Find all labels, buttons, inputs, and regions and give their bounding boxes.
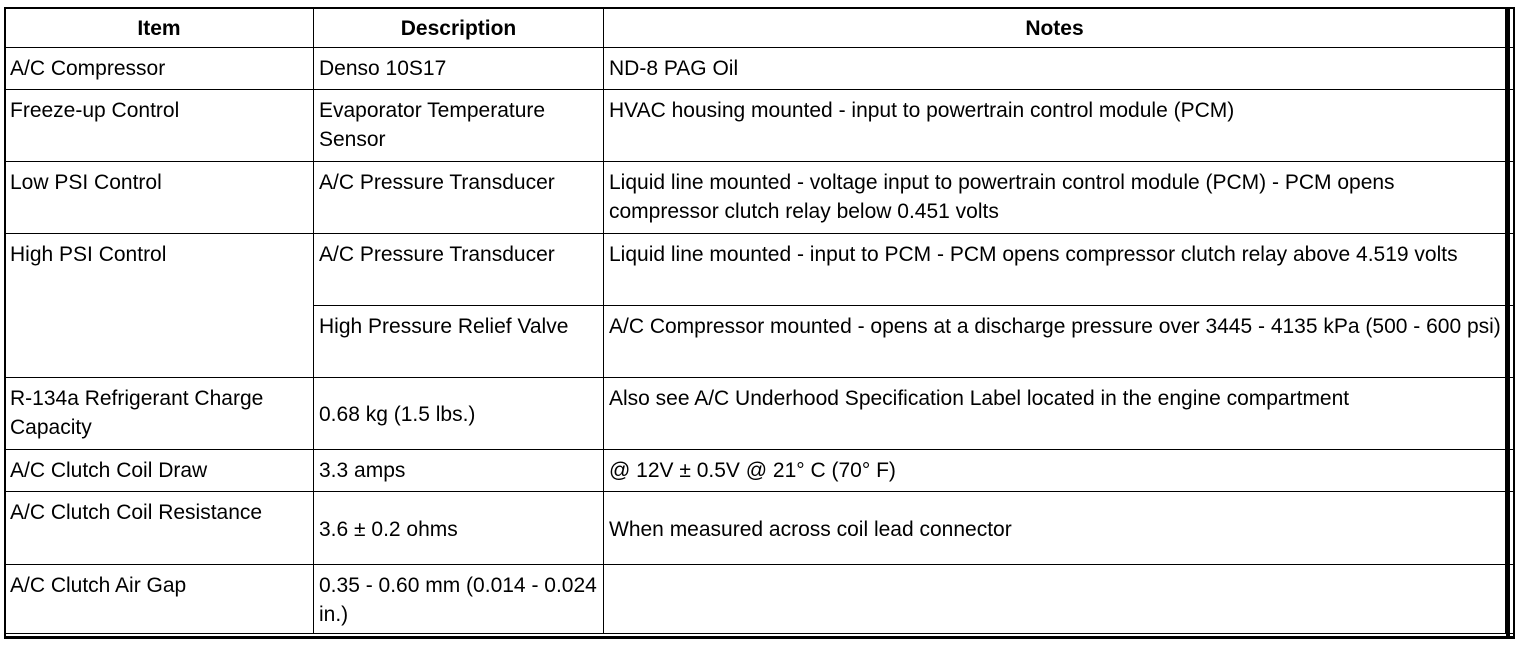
header-description: Description — [314, 9, 604, 48]
cell-notes: Liquid line mounted - voltage input to powertrain control module (PCM) - PCM opens compressor clutch relay below 0.451 volts — [604, 162, 1506, 234]
cell-item: A/C Compressor — [5, 48, 314, 90]
cell-notes: Also see A/C Underhood Specification Label located in the engine compartment — [604, 378, 1506, 450]
table-row — [5, 48, 1514, 90]
table-right-rule — [1506, 7, 1510, 639]
specification-table — [4, 8, 1514, 634]
table-row — [5, 90, 1514, 162]
cell-item: Freeze-up Control — [5, 90, 314, 162]
cell-notes: When measured across coil lead connector — [604, 492, 1506, 565]
cell-description: Denso 10S17 — [314, 48, 604, 90]
cell-item: High PSI Control — [5, 234, 314, 378]
cell-description: 3.6 ± 0.2 ohms — [314, 492, 604, 565]
cell-notes: A/C Compressor mounted - opens at a discharge pressure over 3445 - 4135 kPa (500 - 600 psi) — [604, 306, 1506, 378]
cell-item: A/C Clutch Coil Resistance — [5, 492, 314, 565]
cell-description: High Pressure Relief Valve — [314, 306, 604, 378]
table-row — [5, 234, 1514, 306]
table-row — [5, 450, 1514, 492]
header-notes: Notes — [604, 9, 1506, 48]
cell-notes: Liquid line mounted - input to PCM - PCM opens compressor clutch relay above 4.519 volts — [604, 234, 1506, 306]
cell-item: Low PSI Control — [5, 162, 314, 234]
header-item: Item — [5, 9, 314, 48]
cell-item: R-134a Refrigerant Charge Capacity — [5, 378, 314, 450]
cell-description: A/C Pressure Transducer — [314, 234, 604, 306]
cell-item: A/C Clutch Coil Draw — [5, 450, 314, 492]
table-row — [5, 492, 1514, 565]
cell-description: A/C Pressure Transducer — [314, 162, 604, 234]
cell-description: 3.3 amps — [314, 450, 604, 492]
table-row — [5, 162, 1514, 234]
cell-description: Evaporator Temperature Sensor — [314, 90, 604, 162]
table-row — [5, 378, 1514, 450]
header-row — [5, 9, 1514, 48]
cell-notes: HVAC housing mounted - input to powertrain control module (PCM) — [604, 90, 1506, 162]
cell-notes: @ 12V ± 0.5V @ 21° C (70° F) — [604, 450, 1506, 492]
cell-item: A/C Clutch Air Gap — [5, 565, 314, 634]
cell-notes: ND-8 PAG Oil — [604, 48, 1506, 90]
cell-description: 0.68 kg (1.5 lbs.) — [314, 378, 604, 450]
table-row — [5, 565, 1514, 634]
cell-notes — [604, 565, 1506, 634]
cell-description: 0.35 - 0.60 mm (0.014 - 0.024 in.) — [314, 565, 604, 634]
